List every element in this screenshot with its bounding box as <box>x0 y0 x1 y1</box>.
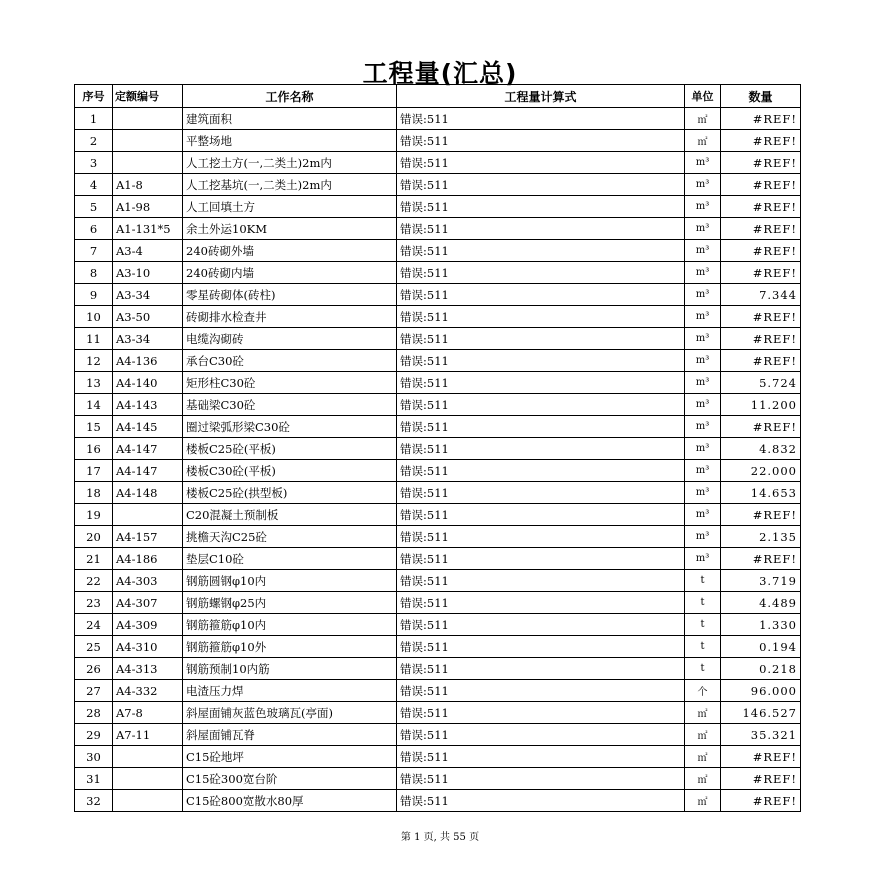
quota-code-cell <box>113 768 183 790</box>
quota-code-cell: A4-157 <box>113 526 183 548</box>
work-name-cell: C15砼300宽台阶 <box>183 768 397 790</box>
unit-cell: m³ <box>685 306 721 328</box>
quota-code-cell: A3-34 <box>113 284 183 306</box>
table-row <box>75 328 801 350</box>
unit-cell: m³ <box>685 526 721 548</box>
formula-cell: 错误:511 <box>397 306 685 328</box>
work-name-cell: 斜屋面铺瓦脊 <box>183 724 397 746</box>
table-row <box>75 790 801 812</box>
row-number-cell: 1 <box>75 108 113 130</box>
header-unit: 单位 <box>685 85 721 108</box>
row-number-cell: 15 <box>75 416 113 438</box>
work-name-cell: 基础梁C30砼 <box>183 394 397 416</box>
quota-code-cell <box>113 152 183 174</box>
header-name: 工作名称 <box>183 85 397 108</box>
unit-cell: t <box>685 570 721 592</box>
unit-cell: m³ <box>685 218 721 240</box>
table-row <box>75 240 801 262</box>
work-name-cell: 承台C30砼 <box>183 350 397 372</box>
unit-cell: m³ <box>685 482 721 504</box>
quantity-table <box>74 84 801 812</box>
table-row <box>75 416 801 438</box>
table-row <box>75 680 801 702</box>
formula-cell: 错误:511 <box>397 680 685 702</box>
row-number-cell: 32 <box>75 790 113 812</box>
formula-cell: 错误:511 <box>397 262 685 284</box>
quota-code-cell <box>113 130 183 152</box>
row-number-cell: 18 <box>75 482 113 504</box>
table-row <box>75 218 801 240</box>
row-number-cell: 4 <box>75 174 113 196</box>
unit-cell: t <box>685 592 721 614</box>
quota-code-cell: A4-186 <box>113 548 183 570</box>
quantity-cell: 2.135 <box>721 526 801 548</box>
work-name-cell: 钢筋箍筋φ10外 <box>183 636 397 658</box>
work-name-cell: 钢筋箍筋φ10内 <box>183 614 397 636</box>
formula-cell: 错误:511 <box>397 504 685 526</box>
quota-code-cell: A7-11 <box>113 724 183 746</box>
quantity-cell: #REF! <box>721 790 801 812</box>
work-name-cell: 平整场地 <box>183 130 397 152</box>
unit-cell: m³ <box>685 438 721 460</box>
table-row <box>75 350 801 372</box>
quota-code-cell: A1-8 <box>113 174 183 196</box>
unit-cell: m³ <box>685 152 721 174</box>
formula-cell: 错误:511 <box>397 130 685 152</box>
quantity-cell: #REF! <box>721 218 801 240</box>
formula-cell: 错误:511 <box>397 108 685 130</box>
unit-cell: ㎡ <box>685 108 721 130</box>
table-row <box>75 152 801 174</box>
row-number-cell: 6 <box>75 218 113 240</box>
unit-cell: m³ <box>685 328 721 350</box>
work-name-cell: 余土外运10KM <box>183 218 397 240</box>
formula-cell: 错误:511 <box>397 284 685 306</box>
unit-cell: ㎡ <box>685 746 721 768</box>
unit-cell: m³ <box>685 262 721 284</box>
formula-cell: 错误:511 <box>397 372 685 394</box>
row-number-cell: 9 <box>75 284 113 306</box>
quantity-cell: #REF! <box>721 328 801 350</box>
work-name-cell: 圈过梁弧形梁C30砼 <box>183 416 397 438</box>
unit-cell: m³ <box>685 548 721 570</box>
formula-cell: 错误:511 <box>397 240 685 262</box>
table-row <box>75 658 801 680</box>
formula-cell: 错误:511 <box>397 658 685 680</box>
work-name-cell: 楼板C25砼(平板) <box>183 438 397 460</box>
row-number-cell: 11 <box>75 328 113 350</box>
quota-code-cell: A3-50 <box>113 306 183 328</box>
formula-cell: 错误:511 <box>397 328 685 350</box>
table-row <box>75 284 801 306</box>
quantity-cell: 3.719 <box>721 570 801 592</box>
header-code: 定额编号 <box>113 85 183 108</box>
unit-cell: ㎡ <box>685 702 721 724</box>
quantity-cell: 4.832 <box>721 438 801 460</box>
quantity-cell: #REF! <box>721 152 801 174</box>
quantity-cell: 22.000 <box>721 460 801 482</box>
formula-cell: 错误:511 <box>397 482 685 504</box>
unit-cell: m³ <box>685 504 721 526</box>
quantity-cell: #REF! <box>721 548 801 570</box>
quota-code-cell: A1-98 <box>113 196 183 218</box>
table-row <box>75 504 801 526</box>
quantity-cell: 1.330 <box>721 614 801 636</box>
formula-cell: 错误:511 <box>397 592 685 614</box>
row-number-cell: 31 <box>75 768 113 790</box>
unit-cell: t <box>685 636 721 658</box>
formula-cell: 错误:511 <box>397 790 685 812</box>
work-name-cell: 240砖砌内墙 <box>183 262 397 284</box>
table-row <box>75 438 801 460</box>
quantity-cell: #REF! <box>721 416 801 438</box>
work-name-cell: 电渣压力焊 <box>183 680 397 702</box>
row-number-cell: 24 <box>75 614 113 636</box>
quota-code-cell: A4-147 <box>113 460 183 482</box>
row-number-cell: 3 <box>75 152 113 174</box>
unit-cell: ㎡ <box>685 724 721 746</box>
quota-code-cell: A4-145 <box>113 416 183 438</box>
quota-code-cell <box>113 504 183 526</box>
unit-cell: t <box>685 614 721 636</box>
formula-cell: 错误:511 <box>397 702 685 724</box>
row-number-cell: 21 <box>75 548 113 570</box>
quantity-cell: #REF! <box>721 306 801 328</box>
work-name-cell: 240砖砌外墙 <box>183 240 397 262</box>
quantity-cell: #REF! <box>721 108 801 130</box>
work-name-cell: 钢筋螺钢φ25内 <box>183 592 397 614</box>
quota-code-cell: A4-332 <box>113 680 183 702</box>
row-number-cell: 14 <box>75 394 113 416</box>
row-number-cell: 25 <box>75 636 113 658</box>
table-row <box>75 108 801 130</box>
quantity-cell: 35.321 <box>721 724 801 746</box>
quota-code-cell: A4-307 <box>113 592 183 614</box>
table-row <box>75 130 801 152</box>
quota-code-cell: A4-309 <box>113 614 183 636</box>
row-number-cell: 8 <box>75 262 113 284</box>
table-row <box>75 768 801 790</box>
quota-code-cell <box>113 746 183 768</box>
unit-cell: m³ <box>685 460 721 482</box>
row-number-cell: 29 <box>75 724 113 746</box>
formula-cell: 错误:511 <box>397 746 685 768</box>
header-qty: 数量 <box>721 85 801 108</box>
work-name-cell: C15砼800宽散水80厚 <box>183 790 397 812</box>
row-number-cell: 7 <box>75 240 113 262</box>
row-number-cell: 10 <box>75 306 113 328</box>
unit-cell: 个 <box>685 680 721 702</box>
quota-code-cell: A4-303 <box>113 570 183 592</box>
table-row <box>75 548 801 570</box>
page-title: 工程量(汇总) <box>362 59 518 88</box>
formula-cell: 错误:511 <box>397 174 685 196</box>
row-number-cell: 2 <box>75 130 113 152</box>
work-name-cell: 电缆沟砌砖 <box>183 328 397 350</box>
formula-cell: 错误:511 <box>397 570 685 592</box>
work-name-cell: C15砼地坪 <box>183 746 397 768</box>
table-row <box>75 174 801 196</box>
formula-cell: 错误:511 <box>397 460 685 482</box>
row-number-cell: 19 <box>75 504 113 526</box>
quantity-cell: 146.527 <box>721 702 801 724</box>
quota-code-cell: A3-34 <box>113 328 183 350</box>
quantity-cell: 11.200 <box>721 394 801 416</box>
work-name-cell: 垫层C10砼 <box>183 548 397 570</box>
quota-code-cell: A1-131*5 <box>113 218 183 240</box>
work-name-cell: 矩形柱C30砼 <box>183 372 397 394</box>
quantity-cell: #REF! <box>721 768 801 790</box>
work-name-cell: 人工回填土方 <box>183 196 397 218</box>
row-number-cell: 26 <box>75 658 113 680</box>
quota-code-cell: A3-10 <box>113 262 183 284</box>
unit-cell: ㎡ <box>685 130 721 152</box>
quota-code-cell: A4-310 <box>113 636 183 658</box>
unit-cell: m³ <box>685 196 721 218</box>
table-row <box>75 614 801 636</box>
work-name-cell: 挑檐天沟C25砼 <box>183 526 397 548</box>
table-row <box>75 196 801 218</box>
header-no: 序号 <box>75 85 113 108</box>
quantity-cell: 0.194 <box>721 636 801 658</box>
unit-cell: m³ <box>685 394 721 416</box>
table-row <box>75 306 801 328</box>
quota-code-cell <box>113 790 183 812</box>
row-number-cell: 5 <box>75 196 113 218</box>
formula-cell: 错误:511 <box>397 152 685 174</box>
quota-code-cell: A4-148 <box>113 482 183 504</box>
row-number-cell: 23 <box>75 592 113 614</box>
quota-code-cell: A4-143 <box>113 394 183 416</box>
table-row <box>75 482 801 504</box>
row-number-cell: 27 <box>75 680 113 702</box>
table-row <box>75 526 801 548</box>
unit-cell: m³ <box>685 350 721 372</box>
row-number-cell: 16 <box>75 438 113 460</box>
formula-cell: 错误:511 <box>397 768 685 790</box>
row-number-cell: 20 <box>75 526 113 548</box>
work-name-cell: C20混凝土预制板 <box>183 504 397 526</box>
formula-cell: 错误:511 <box>397 394 685 416</box>
table-row <box>75 636 801 658</box>
quantity-cell: #REF! <box>721 174 801 196</box>
table-body <box>75 108 801 812</box>
quantity-cell: #REF! <box>721 350 801 372</box>
table-row <box>75 394 801 416</box>
quantity-cell: #REF! <box>721 504 801 526</box>
quota-code-cell <box>113 108 183 130</box>
row-number-cell: 28 <box>75 702 113 724</box>
work-name-cell: 砖砌排水检查井 <box>183 306 397 328</box>
work-name-cell: 建筑面积 <box>183 108 397 130</box>
page-footer: 第 1 页, 共 55 页 <box>400 832 480 843</box>
unit-cell: t <box>685 658 721 680</box>
unit-cell: m³ <box>685 174 721 196</box>
work-name-cell: 钢筋预制10内筋 <box>183 658 397 680</box>
row-number-cell: 17 <box>75 460 113 482</box>
row-number-cell: 22 <box>75 570 113 592</box>
table-row <box>75 262 801 284</box>
quota-code-cell: A4-313 <box>113 658 183 680</box>
quota-code-cell: A7-8 <box>113 702 183 724</box>
header-formula: 工程量计算式 <box>397 85 685 108</box>
row-number-cell: 12 <box>75 350 113 372</box>
work-name-cell: 斜屋面铺灰蓝色玻璃瓦(亭面) <box>183 702 397 724</box>
row-number-cell: 13 <box>75 372 113 394</box>
quantity-cell: #REF! <box>721 262 801 284</box>
quantity-cell: #REF! <box>721 240 801 262</box>
formula-cell: 错误:511 <box>397 526 685 548</box>
unit-cell: m³ <box>685 240 721 262</box>
unit-cell: ㎡ <box>685 768 721 790</box>
formula-cell: 错误:511 <box>397 614 685 636</box>
unit-cell: m³ <box>685 416 721 438</box>
table-row <box>75 570 801 592</box>
table-row <box>75 460 801 482</box>
work-name-cell: 楼板C25砼(拱型板) <box>183 482 397 504</box>
work-name-cell: 钢筋圆钢φ10内 <box>183 570 397 592</box>
table-row <box>75 372 801 394</box>
formula-cell: 错误:511 <box>397 724 685 746</box>
quota-code-cell: A4-147 <box>113 438 183 460</box>
quota-code-cell: A4-140 <box>113 372 183 394</box>
formula-cell: 错误:511 <box>397 218 685 240</box>
unit-cell: m³ <box>685 284 721 306</box>
quantity-cell: 96.000 <box>721 680 801 702</box>
formula-cell: 错误:511 <box>397 350 685 372</box>
formula-cell: 错误:511 <box>397 636 685 658</box>
row-number-cell: 30 <box>75 746 113 768</box>
table-row <box>75 746 801 768</box>
quantity-cell: 7.344 <box>721 284 801 306</box>
table-header-row <box>75 85 801 108</box>
quota-code-cell: A4-136 <box>113 350 183 372</box>
unit-cell: ㎡ <box>685 790 721 812</box>
table-row <box>75 592 801 614</box>
quantity-cell: 5.724 <box>721 372 801 394</box>
quantity-cell: 0.218 <box>721 658 801 680</box>
work-name-cell: 楼板C30砼(平板) <box>183 460 397 482</box>
quantity-cell: #REF! <box>721 746 801 768</box>
quantity-cell: 4.489 <box>721 592 801 614</box>
table-row <box>75 724 801 746</box>
quantity-cell: #REF! <box>721 196 801 218</box>
work-name-cell: 零星砖砌体(砖柱) <box>183 284 397 306</box>
formula-cell: 错误:511 <box>397 196 685 218</box>
formula-cell: 错误:511 <box>397 416 685 438</box>
work-name-cell: 人工挖基坑(一,二类土)2m内 <box>183 174 397 196</box>
quantity-cell: #REF! <box>721 130 801 152</box>
quantity-cell: 14.653 <box>721 482 801 504</box>
formula-cell: 错误:511 <box>397 548 685 570</box>
unit-cell: m³ <box>685 372 721 394</box>
quota-code-cell: A3-4 <box>113 240 183 262</box>
formula-cell: 错误:511 <box>397 438 685 460</box>
work-name-cell: 人工挖土方(一,二类土)2m内 <box>183 152 397 174</box>
table-row <box>75 702 801 724</box>
